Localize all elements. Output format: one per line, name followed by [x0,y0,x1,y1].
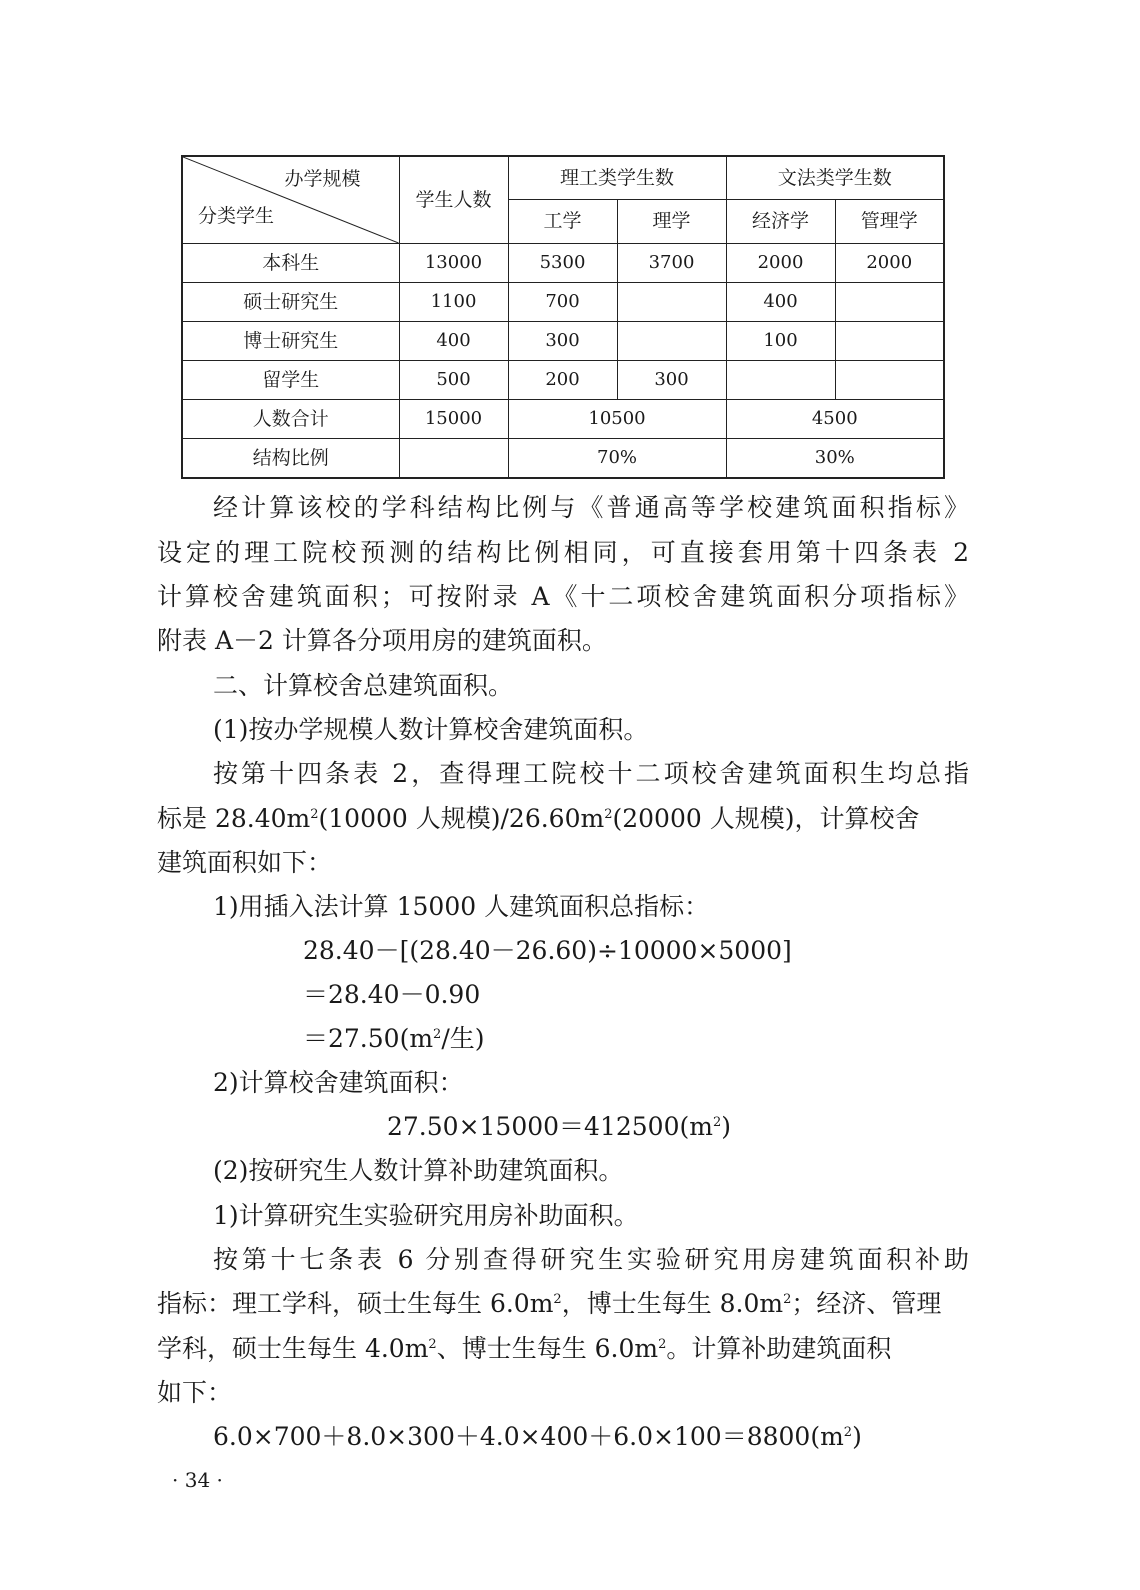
cell-sci: 300 [617,361,726,400]
table-row [182,322,944,361]
sum-arts: 4500 [726,400,944,439]
corner-top-label: 办学规模 [284,168,361,190]
ratio-sci: 70% [508,439,726,479]
ratio-label: 结构比例 [182,439,399,479]
para1-line1: 经计算该校的学科结构比例与《普通高等学校建筑面积指标》 [213,493,969,522]
para3-line3-part1: 学科，硕士生每生 4.0m [157,1334,429,1363]
cell-eng: 5300 [508,244,617,283]
row-label: 博士研究生 [182,322,399,361]
para2-line2 [157,804,919,834]
para3-line3-part2: 、博士生每生 6.0m [436,1334,659,1363]
subsection-heading-2-2: (2)按研究生人数计算补助建筑面积。 [213,1156,624,1185]
step-3-label: 1)计算研究生实验研究用房补助面积。 [213,1201,639,1230]
cell-econ: 100 [726,322,835,361]
sub-sci-header: 理学 [617,200,726,244]
superscript: 2 [658,1337,667,1352]
para2-line2-part3: (20000 人规模)，计算校舍 [612,804,920,833]
group-arts-header: 文法类学生数 [726,156,944,200]
equation-4 [387,1112,731,1142]
cell-total: 1100 [399,283,508,322]
para1-line3: 计算校舍建筑面积；可按附录 A《十二项校舍建筑面积分项指标》 [157,582,969,611]
para3-line3-part3: 。计算补助建筑面积 [666,1334,892,1363]
cell-mgmt [835,322,944,361]
equation-3-part2: /生) [441,1024,485,1053]
para2-line2-part1: 标是 28.40m [157,804,311,833]
cell-econ [726,361,835,400]
para3-line2 [157,1289,941,1319]
para1-line4: 附表 A－2 计算各分项用房的建筑面积。 [157,626,607,655]
cell-mgmt: 2000 [835,244,944,283]
table-row [182,244,944,283]
cell-sci: 3700 [617,244,726,283]
cell-econ: 400 [726,283,835,322]
superscript: 2 [843,1425,853,1440]
cell-mgmt [835,361,944,400]
cell-eng: 700 [508,283,617,322]
superscript: 2 [604,807,613,822]
page-number: · 34 · [172,1468,223,1492]
cell-total: 13000 [399,244,508,283]
row-label: 留学生 [182,361,399,400]
student-structure-table [181,155,945,479]
equation-5 [213,1422,862,1452]
superscript: 2 [310,807,319,822]
superscript: 2 [433,1027,442,1042]
para3-line4: 如下： [157,1378,233,1407]
table-header-row [182,156,944,200]
equation-3 [303,1024,485,1054]
para2-line1: 按第十四条表 2，查得理工院校十二项校舍建筑面积生均总指 [213,759,969,788]
cell-sci [617,322,726,361]
step-2-label: 2)计算校舍建筑面积： [213,1068,464,1097]
sub-eng-header: 工学 [508,200,617,244]
row-label: 硕士研究生 [182,283,399,322]
sum-sci: 10500 [508,400,726,439]
para2-line2-part2: (10000 人规模)/26.60m [318,804,605,833]
subsection-heading-2-1: (1)按办学规模人数计算校舍建筑面积。 [213,715,649,744]
row-label: 本科生 [182,244,399,283]
para1-line2: 设定的理工院校预测的结构比例相同，可直接套用第十四条表 2 [157,538,969,567]
corner-bottom-label: 分类学生 [198,205,275,228]
equation-3-part1: ＝27.50(m [303,1024,434,1053]
para3-line2-part1: 指标：理工学科，硕士生每生 6.0m [157,1289,554,1318]
cell-eng: 200 [508,361,617,400]
equation-1: 28.40－[(28.40－26.60)÷10000×5000] [303,936,792,965]
cell-sci [617,283,726,322]
para3-line2-part2: ，博士生每生 8.0m [561,1289,784,1318]
cell-total: 400 [399,322,508,361]
superscript: 2 [553,1292,562,1307]
sum-label: 人数合计 [182,400,399,439]
diagonal-header-cell [182,156,399,244]
ratio-total [399,439,508,479]
para2-line3: 建筑面积如下： [157,848,333,877]
sum-total: 15000 [399,400,508,439]
superscript: 2 [783,1292,792,1307]
step-1-label: 1)用插入法计算 15000 人建筑面积总指标： [213,892,710,921]
table-row-sum [182,400,944,439]
table-row [182,283,944,322]
group-sci-header: 理工类学生数 [508,156,726,200]
equation-4-part1: 27.50×15000＝412500(m [387,1112,713,1141]
superscript: 2 [428,1337,437,1352]
para3-line1: 按第十七条表 6 分别查得研究生实验研究用房建筑面积补助 [213,1245,969,1274]
sub-econ-header: 经济学 [726,200,835,244]
col-students-header: 学生人数 [399,156,508,244]
equation-5-part2: ) [852,1422,862,1451]
cell-eng: 300 [508,322,617,361]
sub-mgmt-header: 管理学 [835,200,944,244]
cell-total: 500 [399,361,508,400]
table-row [182,361,944,400]
section-heading-2: 二、计算校舍总建筑面积。 [213,671,514,700]
para3-line2-part3: ；经济、管理 [791,1289,942,1318]
superscript: 2 [712,1115,722,1130]
cell-econ: 2000 [726,244,835,283]
cell-mgmt [835,283,944,322]
ratio-arts: 30% [726,439,944,479]
para3-line3 [157,1334,891,1364]
equation-4-part2: ) [721,1112,731,1141]
equation-2: ＝28.40－0.90 [303,980,481,1009]
table-row-ratio [182,439,944,479]
equation-5-part1: 6.0×700＋8.0×300＋4.0×400＋6.0×100＝8800(m [213,1422,844,1451]
